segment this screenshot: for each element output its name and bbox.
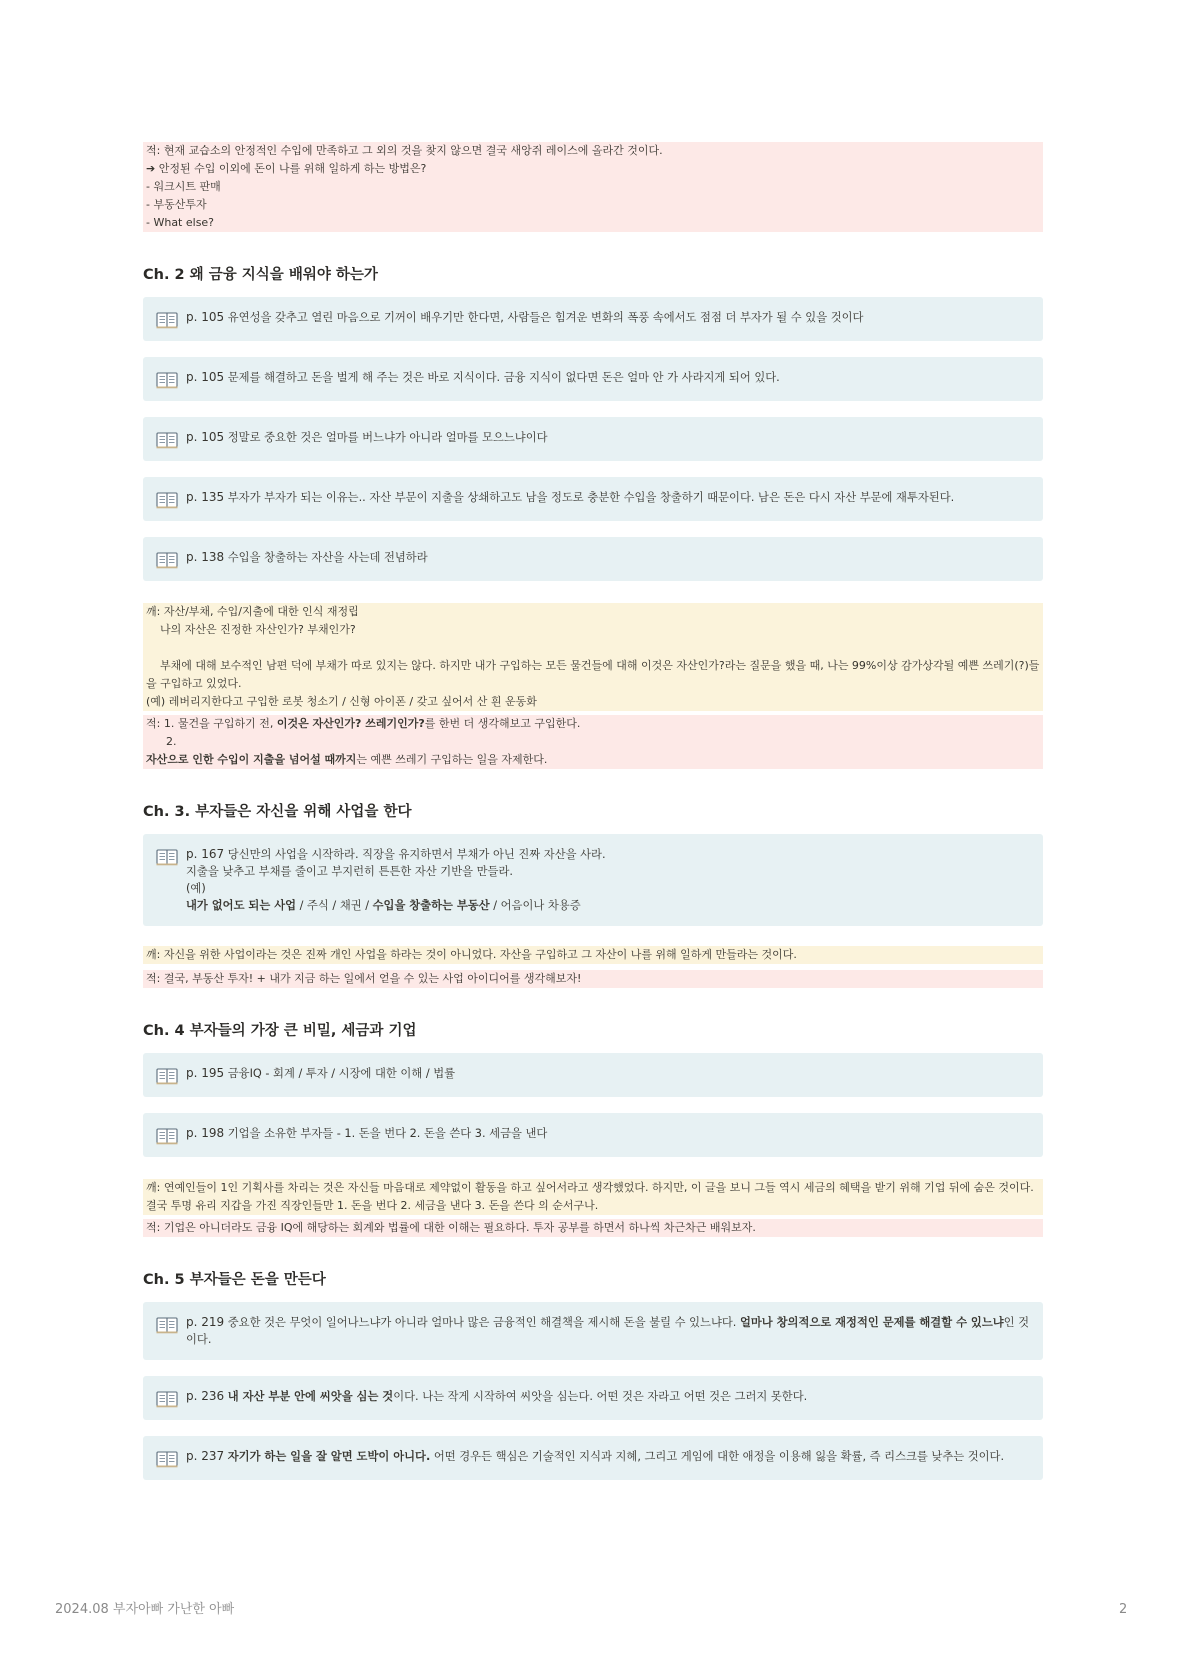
reflection-note xyxy=(143,946,1043,964)
quote-line xyxy=(186,846,1031,863)
note-line: ➔ 안정된 수입 이외에 돈이 나를 위해 일하게 하는 방법은? xyxy=(146,162,427,175)
quote-bold: 내가 없어도 되는 사업 xyxy=(186,899,297,912)
quote-page: p. 236 xyxy=(186,1389,225,1403)
quote-callout xyxy=(143,297,1043,341)
quote-page: p. 237 xyxy=(186,1449,225,1463)
chapter-heading: Ch. 5 부자들은 돈을 만든다 xyxy=(143,1272,326,1288)
reflection-note xyxy=(143,1179,1043,1215)
quote-page: p. 167 xyxy=(186,847,225,861)
open-book-icon xyxy=(156,1127,178,1145)
open-book-icon xyxy=(156,491,178,509)
quote-page: p. 105 xyxy=(186,370,225,384)
note-text: 를 한번 더 생각해보고 구입한다. xyxy=(424,717,581,730)
note-line: 나의 자산은 진정한 자산인가? 부채인가? xyxy=(160,623,356,636)
note-line: 적: 결국, 부동산 투자! + 내가 지금 하는 일에서 얻을 수 있는 사업 아이디어를 생각해보자! xyxy=(146,972,582,985)
reflection-note xyxy=(143,603,1043,711)
quote-callout xyxy=(143,1113,1043,1157)
note-line: - 부동산투자 xyxy=(146,198,207,211)
note-line xyxy=(146,751,1040,769)
quote-text: 당신만의 사업을 시작하라. 직장을 유지하면서 부채가 아닌 진짜 자산을 사라. xyxy=(227,848,606,861)
quote-text: 중요한 것은 무엇이 일어나느냐가 아니라 얼마나 많은 금융적인 해결책을 제시해 돈을 불릴 수 있느냐다. xyxy=(227,1316,740,1329)
quote-bold: 내 자산 부분 안에 씨앗을 심는 것 xyxy=(227,1390,394,1403)
quote-page: p. 138 xyxy=(186,550,225,564)
note-bold: 자산으로 인한 수입이 지출을 넘어설 때까지 xyxy=(146,753,357,766)
open-book-icon xyxy=(156,551,178,569)
quote-callout xyxy=(143,357,1043,401)
quote-line: (예) xyxy=(186,882,206,895)
quote-page: p. 135 xyxy=(186,490,225,504)
quote-text: 어떤 경우든 핵심은 기술적인 지식과 지혜, 그리고 게임에 대한 애정을 이용해 잃을 확률, 즉 리스크를 낮추는 것이다. xyxy=(430,1450,1005,1463)
note-bold: 이것은 자산인가? 쓰레기인가? xyxy=(276,717,425,730)
quote-callout xyxy=(143,537,1043,581)
quote-text: 문제를 해결하고 돈을 벌게 해 주는 것은 바로 지식이다. 금융 지식이 없다면 돈은 얼마 안 가 사라지게 되어 있다. xyxy=(227,371,780,384)
note-line: 깨: 자산/부채, 수입/지출에 대한 인식 재정립 xyxy=(146,605,359,618)
quote-callout xyxy=(143,1376,1043,1420)
quote-page: p. 105 xyxy=(186,310,225,324)
quote-bold: 자기가 하는 일을 잘 알면 도박이 아니다. xyxy=(227,1450,431,1463)
chapter-heading: Ch. 2 왜 금융 지식을 배워야 하는가 xyxy=(143,267,378,283)
quote-text: / 어음이나 차용증 xyxy=(489,899,581,912)
open-book-icon xyxy=(156,371,178,389)
note-line: 적: 현재 교습소의 안정적인 수입에 만족하고 그 외의 것을 찾지 않으면 결국 새앙쥐 레이스에 올라간 것이다. xyxy=(146,144,663,157)
note-spacer xyxy=(146,639,1040,657)
quote-text: / 주식 / 채권 / xyxy=(296,899,373,912)
quote-page: p. 198 xyxy=(186,1126,225,1140)
chapter-heading: Ch. 4 부자들의 가장 큰 비밀, 세금과 기업 xyxy=(143,1023,417,1039)
footer-title: 2024.08 부자아빠 가난한 아빠 xyxy=(55,1602,235,1617)
note-text: 적: 1. 물건을 구입하기 전, xyxy=(146,717,277,730)
open-book-icon xyxy=(156,1450,178,1468)
quote-page: p. 195 xyxy=(186,1066,225,1080)
page-content xyxy=(143,142,1043,1496)
note-line: 2. xyxy=(166,735,177,748)
page-number: 2 xyxy=(1119,1602,1128,1617)
quote-text: 기업을 소유한 부자들 - 1. 돈을 번다 2. 돈을 쓴다 3. 세금을 낸다 xyxy=(227,1127,548,1140)
quote-page: p. 219 xyxy=(186,1315,225,1329)
note-line: - 워크시트 판매 xyxy=(146,180,221,193)
quote-bold: 수입을 창출하는 부동산 xyxy=(372,899,490,912)
open-book-icon xyxy=(156,431,178,449)
open-book-icon xyxy=(156,1067,178,1085)
quote-line xyxy=(186,897,1031,914)
note-text: 는 예쁜 쓰레기 구입하는 일을 자제한다. xyxy=(356,753,548,766)
quote-text: 유연성을 갖추고 열린 마음으로 기꺼이 배우기만 한다면, 사람들은 힘겨운 변화의 폭풍 속에서도 점점 더 부자가 될 수 있을 것이다 xyxy=(227,311,864,324)
quote-text: 정말로 중요한 것은 얼마를 버느냐가 아니라 얼마를 모으느냐이다 xyxy=(227,431,548,444)
chapter-heading: Ch. 3. 부자들은 자신을 위해 사업을 한다 xyxy=(143,804,412,820)
note-line: 깨: 연예인들이 1인 기획사를 차리는 것은 자신들 마음대로 제약없이 활동을 하고 싶어서라고 생각했었다. 하지만, 이 글을 보니 그들 역시 세금의 혜택을 받기 위해 기업 뒤에 숨은 것이다. 결국 투명 유리 지갑을 가진 직장인들만 1. 돈을 번다 2. 세금을 낸다 3. 돈을 쓴다 의 순서구나. xyxy=(146,1181,1038,1212)
quote-bold: 얼마나 창의적으로 재정적인 문제를 해결할 수 있느냐 xyxy=(739,1316,1004,1329)
quote-text: 금융IQ - 회계 / 투자 / 시장에 대한 이해 / 법률 xyxy=(227,1067,456,1080)
action-note xyxy=(143,970,1043,988)
open-book-icon xyxy=(156,1316,178,1334)
quote-text: 이다. 나는 작게 시작하여 씨앗을 심는다. 어떤 것은 자라고 어떤 것은 그러지 못한다. xyxy=(393,1390,808,1403)
quote-callout xyxy=(143,1436,1043,1480)
quote-text: 인 것이다. xyxy=(186,1316,1030,1346)
quote-callout xyxy=(143,477,1043,521)
note-line xyxy=(146,715,1040,733)
action-note xyxy=(143,715,1043,769)
quote-callout xyxy=(143,417,1043,461)
note-line: - What else? xyxy=(146,216,215,229)
open-book-icon xyxy=(156,1390,178,1408)
quote-line: 지출을 낮추고 부채를 줄이고 부지런히 튼튼한 자산 기반을 만들라. xyxy=(186,865,513,878)
action-note xyxy=(143,142,1043,232)
quote-page: p. 105 xyxy=(186,430,225,444)
note-line: (예) 레버리지한다고 구입한 로봇 청소기 / 신형 아이폰 / 갖고 싶어서 산 흰 운동화 xyxy=(146,695,537,708)
open-book-icon xyxy=(156,311,178,329)
action-note xyxy=(143,1219,1043,1237)
quote-callout xyxy=(143,834,1043,926)
quote-text: 수입을 창출하는 자산을 사는데 전념하라 xyxy=(227,551,428,564)
quote-callout xyxy=(143,1053,1043,1097)
open-book-icon xyxy=(156,848,178,866)
note-line: 깨: 자신을 위한 사업이라는 것은 진짜 개인 사업을 하라는 것이 아니었다. 자산을 구입하고 그 자산이 나를 위해 일하게 만들라는 것이다. xyxy=(146,948,797,961)
quote-text: 부자가 부자가 되는 이유는.. 자산 부문이 지출을 상쇄하고도 남을 정도로 충분한 수입을 창출하기 때문이다. 남은 돈은 다시 자산 부문에 재투자된다. xyxy=(227,491,955,504)
note-line: 부채에 대해 보수적인 남편 덕에 부채가 따로 있지는 않다. 하지만 내가 구입하는 모든 물건들에 대해 이것은 자산인가?라는 질문을 했을 때, 나는 99%이상 감가상각될 예쁜 쓰레기(?)들을 구입하고 있었다. xyxy=(146,659,1040,690)
quote-callout xyxy=(143,1302,1043,1360)
note-line: 적: 기업은 아니더라도 금융 IQ에 해당하는 회계와 법률에 대한 이해는 필요하다. 투자 공부를 하면서 하나씩 차근차근 배워보자. xyxy=(146,1221,756,1234)
